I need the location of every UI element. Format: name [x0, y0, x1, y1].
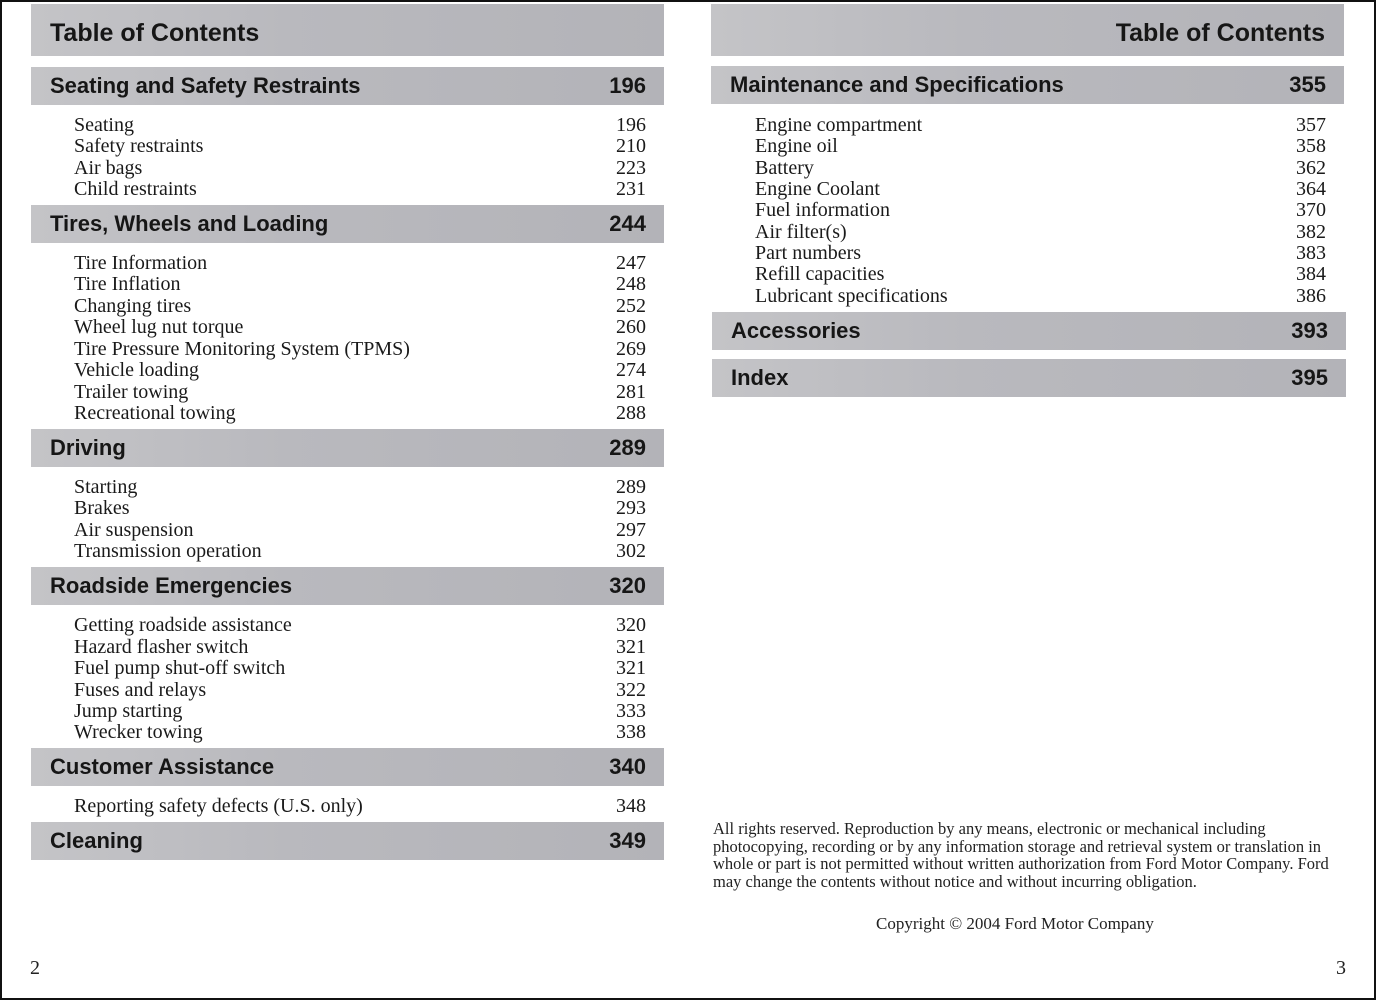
entry-label: Lubricant specifications [755, 285, 948, 307]
section-bar-accessories[interactable] [712, 312, 1346, 350]
copyright-line: Copyright © 2004 Ford Motor Company [876, 914, 1154, 933]
entry-label: Engine compartment [755, 114, 923, 136]
toc-entry[interactable] [74, 179, 646, 200]
entry-page: 281 [616, 381, 646, 403]
toc-entry[interactable] [755, 243, 1326, 264]
toc-entry[interactable] [74, 382, 646, 403]
toc-entry[interactable] [74, 296, 646, 317]
entry-label: Hazard flasher switch [74, 636, 249, 658]
toc-entry[interactable] [74, 498, 646, 519]
entry-label: Child restraints [74, 178, 197, 200]
page-number: 2 [30, 957, 40, 979]
entry-page: 338 [616, 721, 646, 743]
toc-entry[interactable] [74, 637, 646, 658]
entry-page: 322 [616, 679, 646, 701]
section-title: Cleaning [50, 828, 143, 853]
entry-label: Vehicle loading [74, 359, 199, 381]
section-page: 395 [1291, 365, 1328, 390]
entry-page: 384 [1296, 263, 1326, 285]
entry-page: 288 [616, 402, 646, 424]
entry-page: 321 [616, 657, 646, 679]
entry-page: 348 [616, 795, 646, 817]
entry-page: 274 [616, 359, 646, 381]
section-title: Maintenance and Specifications [730, 72, 1064, 97]
entry-page: 196 [616, 114, 646, 136]
entry-label: Recreational towing [74, 402, 236, 424]
entry-label: Safety restraints [74, 135, 204, 157]
entry-label: Engine Coolant [755, 178, 880, 200]
toc-entry[interactable] [755, 264, 1326, 285]
entry-page: 260 [616, 316, 646, 338]
page-title: Table of Contents [1115, 19, 1325, 47]
section-title: Index [731, 365, 789, 390]
entry-page: 382 [1296, 221, 1326, 243]
entry-page: 231 [616, 178, 646, 200]
toc-entry[interactable] [74, 403, 646, 424]
legal-notice: All rights reserved. Reproduction by any means, electronic or mechanical including photocopying, recording or by any information storage and retrieval system or translation in whole or part is not permitted without written authorization from Ford Motor Company. Ford may change the contents without notice and without incurring obligation. [713, 819, 1329, 891]
page-number: 3 [1336, 957, 1346, 979]
section-page: 393 [1291, 318, 1328, 343]
entry-label: Tire Pressure Monitoring System (TPMS) [74, 338, 410, 360]
toc-entry[interactable] [74, 136, 646, 157]
entry-label: Tire Inflation [74, 273, 181, 295]
entry-page: 210 [616, 135, 646, 157]
toc-entry[interactable] [755, 136, 1326, 157]
section-title: Accessories [731, 318, 861, 343]
toc-header-left [31, 4, 664, 56]
section-bar-customer-assistance[interactable] [31, 748, 664, 786]
entry-label: Wrecker towing [74, 721, 203, 743]
toc-entry[interactable] [755, 286, 1326, 307]
toc-entry[interactable] [74, 658, 646, 679]
section-bar-driving[interactable] [31, 429, 664, 467]
entry-page: 362 [1296, 157, 1326, 179]
entry-page: 297 [616, 519, 646, 541]
section-bar-cleaning[interactable] [31, 822, 664, 860]
section-title: Roadside Emergencies [50, 573, 293, 598]
toc-entry[interactable] [74, 360, 646, 381]
entry-page: 302 [616, 540, 646, 562]
entry-label: Transmission operation [74, 540, 262, 562]
entry-page: 358 [1296, 135, 1326, 157]
entry-label: Starting [74, 476, 138, 498]
entry-page: 223 [616, 157, 646, 179]
toc-entry[interactable] [74, 541, 646, 562]
entry-label: Trailer towing [74, 381, 189, 403]
entry-label: Air filter(s) [755, 221, 847, 243]
entry-page: 383 [1296, 242, 1326, 264]
entry-page: 293 [616, 497, 646, 519]
toc-header-right [711, 4, 1344, 56]
entry-label: Getting roadside assistance [74, 614, 292, 636]
entry-label: Fuel information [755, 199, 890, 221]
entry-page: 269 [616, 338, 646, 360]
entry-label: Reporting safety defects (U.S. only) [74, 795, 363, 817]
toc-entry[interactable] [755, 179, 1326, 200]
entry-label: Tire Information [74, 252, 208, 274]
entry-label: Seating [74, 114, 134, 136]
entry-label: Part numbers [755, 242, 862, 264]
entry-page: 248 [616, 273, 646, 295]
section-page: 349 [609, 828, 646, 853]
page-title: Table of Contents [50, 19, 260, 47]
section-title: Seating and Safety Restraints [50, 73, 361, 98]
entry-page: 320 [616, 614, 646, 636]
section-bar-seating[interactable] [31, 67, 664, 105]
section-page: 289 [609, 435, 646, 460]
section-title: Tires, Wheels and Loading [50, 211, 329, 236]
toc-entry[interactable] [74, 317, 646, 338]
entry-page: 289 [616, 476, 646, 498]
toc-entry[interactable] [74, 680, 646, 701]
section-page: 196 [609, 73, 646, 98]
toc-entry[interactable] [74, 339, 646, 360]
entry-label: Air bags [74, 157, 143, 179]
toc-entry[interactable] [74, 615, 646, 636]
entry-label: Wheel lug nut torque [74, 316, 244, 338]
entry-page: 370 [1296, 199, 1326, 221]
toc-entry[interactable] [755, 158, 1326, 179]
entry-label: Brakes [74, 497, 130, 519]
toc-entry[interactable] [74, 274, 646, 295]
entry-page: 252 [616, 295, 646, 317]
toc-entry[interactable] [74, 115, 646, 136]
entry-page: 333 [616, 700, 646, 722]
toc-entry[interactable] [74, 701, 646, 722]
toc-entry[interactable] [74, 520, 646, 541]
entry-page: 357 [1296, 114, 1326, 136]
entry-page: 386 [1296, 285, 1326, 307]
entry-label: Changing tires [74, 295, 192, 317]
entry-page: 321 [616, 636, 646, 658]
section-bar-index[interactable] [712, 359, 1346, 397]
entry-label: Fuses and relays [74, 679, 207, 701]
toc-entry[interactable] [755, 222, 1326, 243]
toc-entry[interactable] [755, 200, 1326, 221]
toc-entry[interactable] [74, 722, 646, 743]
section-page: 244 [609, 211, 646, 236]
entry-page: 364 [1296, 178, 1326, 200]
entry-label: Fuel pump shut-off switch [74, 657, 286, 679]
toc-entry[interactable] [755, 115, 1326, 136]
section-page: 340 [609, 754, 646, 779]
entry-page: 247 [616, 252, 646, 274]
toc-entry[interactable] [74, 796, 646, 817]
section-bar-maintenance[interactable] [711, 66, 1344, 104]
entry-label: Refill capacities [755, 263, 885, 285]
section-bar-tires[interactable] [31, 205, 664, 243]
section-page: 320 [609, 573, 646, 598]
section-bar-roadside[interactable] [31, 567, 664, 605]
entry-label: Battery [755, 157, 814, 179]
toc-entry[interactable] [74, 158, 646, 179]
entry-label: Engine oil [755, 135, 838, 157]
toc-entry[interactable] [74, 253, 646, 274]
entry-label: Air suspension [74, 519, 194, 541]
section-title: Customer Assistance [50, 754, 275, 779]
section-title: Driving [50, 435, 126, 460]
entry-label: Jump starting [74, 700, 183, 722]
section-page: 355 [1289, 72, 1326, 97]
toc-entry[interactable] [74, 477, 646, 498]
